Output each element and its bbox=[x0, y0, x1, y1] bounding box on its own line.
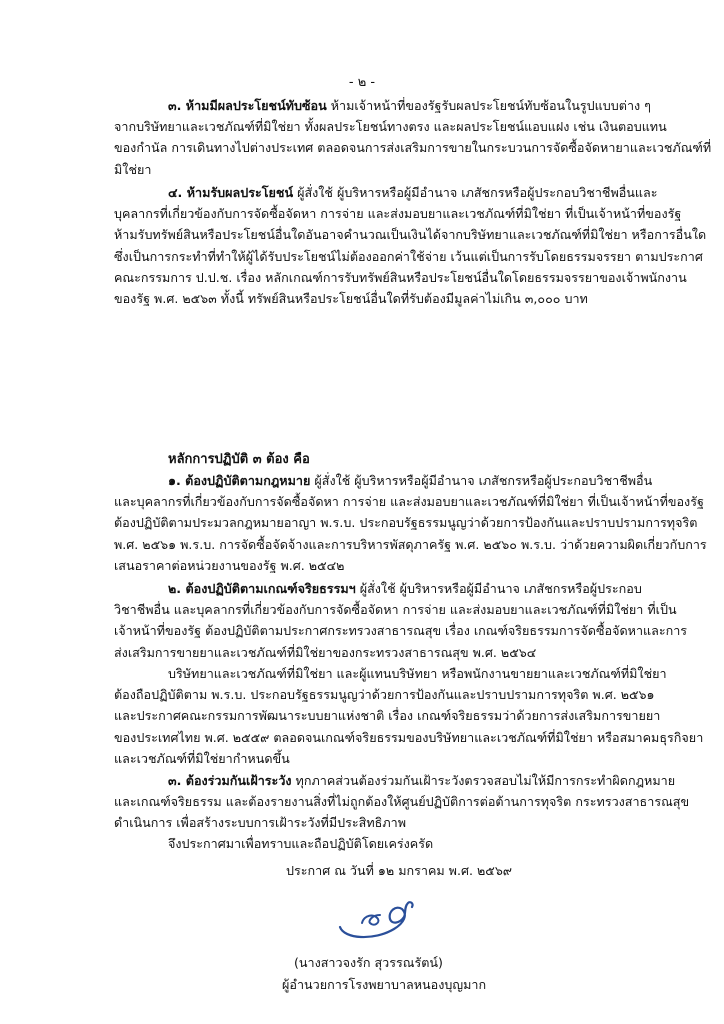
paragraph-no-benefits bbox=[114, 182, 707, 309]
paragraph-line: ของประเทศไทย พ.ศ. ๒๕๕๙ ตลอดจนเกณฑ์จริยธรรมของบริษัทยาและเวชภัณฑ์ที่มิใช่ยา หรือสมาคมธุรกิจยา bbox=[114, 729, 704, 745]
paragraph-line: วิชาชีพอื่น และบุคลากรที่เกี่ยวข้องกับการจัดซื้อจัดหา การจ่าย และส่งมอบยาและเวชภัณฑ์ที่มิใช่ยา ที่เป็น bbox=[114, 602, 677, 618]
paragraph-first-line bbox=[114, 182, 658, 203]
paragraph-first-line bbox=[114, 770, 676, 791]
paragraph-line: เสนอราคาต่อหน่วยงานของรัฐ พ.ศ. ๒๕๔๒ bbox=[114, 557, 345, 573]
paragraph-text: ทุกภาคส่วนต้องร่วมกันเฝ้าระวังตรวจสอบไม่ให้มีการกระทำผิดกฎหมาย bbox=[291, 773, 676, 788]
paragraph-first-line bbox=[114, 470, 653, 491]
paragraph-line: ของกำนัล การเดินทางไปต่างประเทศ ตลอดจนการส่งเสริมการขายในกระบวนการจัดซื้อจัดหายาและเวชภัณฑ์ที่ bbox=[114, 140, 712, 156]
paragraph-must-follow-ethics bbox=[114, 578, 688, 663]
principles-heading: หลักการปฏิบัติ ๓ ต้อง คือ bbox=[168, 452, 310, 467]
signatory-name: (นางสาวจงรัก สุวรรณรัตน์) bbox=[294, 955, 443, 970]
paragraph-line: ต้องถือปฏิบัติตาม พ.ร.บ. ประกอบรัฐธรรมนูญว่าด้วยการป้องกันและปราบปรามการทุจริต พ.ศ. ๒๕๖๑ bbox=[114, 687, 655, 703]
paragraph-line: ดำเนินการ เพื่อสร้างระบบการเฝ้าระวังที่มีประสิทธิภาพ bbox=[114, 815, 407, 831]
paragraph-title: ๒. ต้องปฏิบัติตามเกณฑ์จริยธรรมฯ bbox=[168, 581, 356, 596]
paragraph-line: มิใช่ยา bbox=[114, 161, 152, 177]
paragraph-line: และเกณฑ์จริยธรรม และต้องรายงานสิ่งที่ไม่ถูกต้องให้ศูนย์ปฏิบัติการต่อต้านการทุจริต กระทรวงสาธารณสุข bbox=[114, 794, 690, 810]
signatory-title: ผู้อำนวยการโรงพยาบาลหนองบุญมาก bbox=[282, 977, 487, 992]
announcement-date: ประกาศ ณ วันที่ ๑๒ มกราคม พ.ศ. ๒๕๖๙ bbox=[286, 863, 513, 878]
paragraph-company-obligations bbox=[114, 663, 704, 769]
paragraph-text: ผู้สั่งใช้ ผู้บริหารหรือผู้มีอำนาจ เภสัชกรหรือผู้ประกอบ bbox=[355, 581, 642, 596]
closing-line: จึงประกาศมาเพื่อทราบและถือปฏิบัติโดยเคร่งครัด bbox=[168, 836, 434, 851]
paragraph-line: และประกาศคณะกรรมการพัฒนาระบบยาแห่งชาติ เรื่อง เกณฑ์จริยธรรมว่าด้วยการส่งเสริมการขายยา bbox=[114, 708, 661, 724]
paragraph-title: ๔. ห้ามรับผลประโยชน์ bbox=[168, 185, 294, 200]
paragraph-line: ห้ามรับทรัพย์สินหรือประโยชน์อื่นใดอันอาจคำนวณเป็นเงินได้จากบริษัทยาและเวชภัณฑ์ที่มิใช่ยา หรือการอื่นใด bbox=[114, 227, 707, 243]
paragraph-line: ซึ่งเป็นการกระทำที่ทำให้ผู้ได้รับประโยชน์ไม่ต้องออกค่าใช้จ่าย เว้นแต่เป็นการรับโดยธรรมจรรยา ตามประกาศ bbox=[114, 248, 703, 264]
paragraph-line: ส่งเสริมการขายยาและเวชภัณฑ์ที่มิใช่ยาของกระทรวงสาธารณสุข พ.ศ. ๒๕๖๔ bbox=[114, 644, 537, 660]
page-number: - ๒ - bbox=[348, 75, 376, 90]
paragraph-line: บุคลากรที่เกี่ยวข้องกับการจัดซื้อจัดหา การจ่าย และส่งมอบยาและเวชภัณฑ์ที่มิใช่ยา ที่เป็นเจ้าหน้าที่ของรัฐ bbox=[114, 206, 682, 222]
paragraph-line: บริษัทยาและเวชภัณฑ์ที่มิใช่ยา และผู้แทนบริษัทยา หรือพนักงานขายยาและเวชภัณฑ์ที่มิใช่ยา bbox=[168, 666, 667, 681]
paragraph-title: ๑. ต้องปฏิบัติตามกฎหมาย bbox=[168, 473, 311, 488]
paragraph-first-line bbox=[114, 578, 650, 599]
paragraph-line: เจ้าหน้าที่ของรัฐ ต้องปฏิบัติตามประกาศกระทรวงสาธารณสุข เรื่อง เกณฑ์จริยธรรมการจัดซื้อจัดหาและการ bbox=[114, 623, 688, 639]
paragraph-must-follow-law bbox=[114, 470, 707, 576]
paragraph-line: และเวชภัณฑ์ที่มิใช่ยากำหนดขึ้น bbox=[114, 750, 290, 766]
paragraph-line: และบุคลากรที่เกี่ยวข้องกับการจัดซื้อจัดหา การจ่าย และส่งมอบยาและเวชภัณฑ์ที่มิใช่ยา ที่เป็นเจ้าหน้าที่ของรัฐ bbox=[114, 494, 704, 510]
paragraph-line: คณะกรรมการ ป.ป.ช. เรื่อง หลักเกณฑ์การรับทรัพย์สินหรือประโยชน์อื่นใดโดยธรรมจรรยาของเจ้าพนักงาน bbox=[114, 269, 687, 285]
paragraph-text: ห้ามเจ้าหน้าที่ของรัฐรับผลประโยชน์ทับซ้อนในรูปแบบต่าง ๆ bbox=[326, 98, 651, 113]
paragraph-first-line bbox=[114, 95, 650, 116]
paragraph-line: จากบริษัทยาและเวชภัณฑ์ที่มิใช่ยา ทั้งผลประโยชน์ทางตรง และผลประโยชน์แอบแฝง เช่น เงินตอบแทน bbox=[114, 119, 667, 135]
paragraph-line: พ.ศ. ๒๕๖๑ พ.ร.บ. การจัดซื้อจัดจ้างและการบริหารพัสดุภาครัฐ พ.ศ. ๒๕๖๐ พ.ร.บ. ว่าด้วยความผิดเกี่ยวกับการ bbox=[114, 536, 707, 552]
paragraph-text: ผู้สั่งใช้ ผู้บริหารหรือผู้มีอำนาจ เภสัชกรหรือผู้ประกอบวิชาชีพอื่นและ bbox=[293, 185, 658, 200]
paragraph-title: ๓. ห้ามมีผลประโยชน์ทับซ้อน bbox=[168, 98, 327, 113]
paragraph-must-monitor bbox=[114, 770, 690, 834]
paragraph-title: ๓. ต้องร่วมกันเฝ้าระวัง bbox=[168, 773, 292, 788]
handwritten-signature bbox=[334, 893, 418, 945]
paragraph-no-conflict-of-interest bbox=[114, 95, 712, 180]
paragraph-line: ต้องปฏิบัติตามประมวลกฎหมายอาญา พ.ร.บ. ประกอบรัฐธรรมนูญว่าด้วยการป้องกันและปราบปรามการทุจริต bbox=[114, 515, 698, 531]
paragraph-line: ของรัฐ พ.ศ. ๒๕๖๓ ทั้งนี้ ทรัพย์สินหรือประโยชน์อื่นใดที่รับต้องมีมูลค่าไม่เกิน ๓,๐๐๐ บาท bbox=[114, 290, 588, 306]
paragraph-text: ผู้สั่งใช้ ผู้บริหารหรือผู้มีอำนาจ เภสัชกรหรือผู้ประกอบวิชาชีพอื่น bbox=[310, 473, 653, 488]
